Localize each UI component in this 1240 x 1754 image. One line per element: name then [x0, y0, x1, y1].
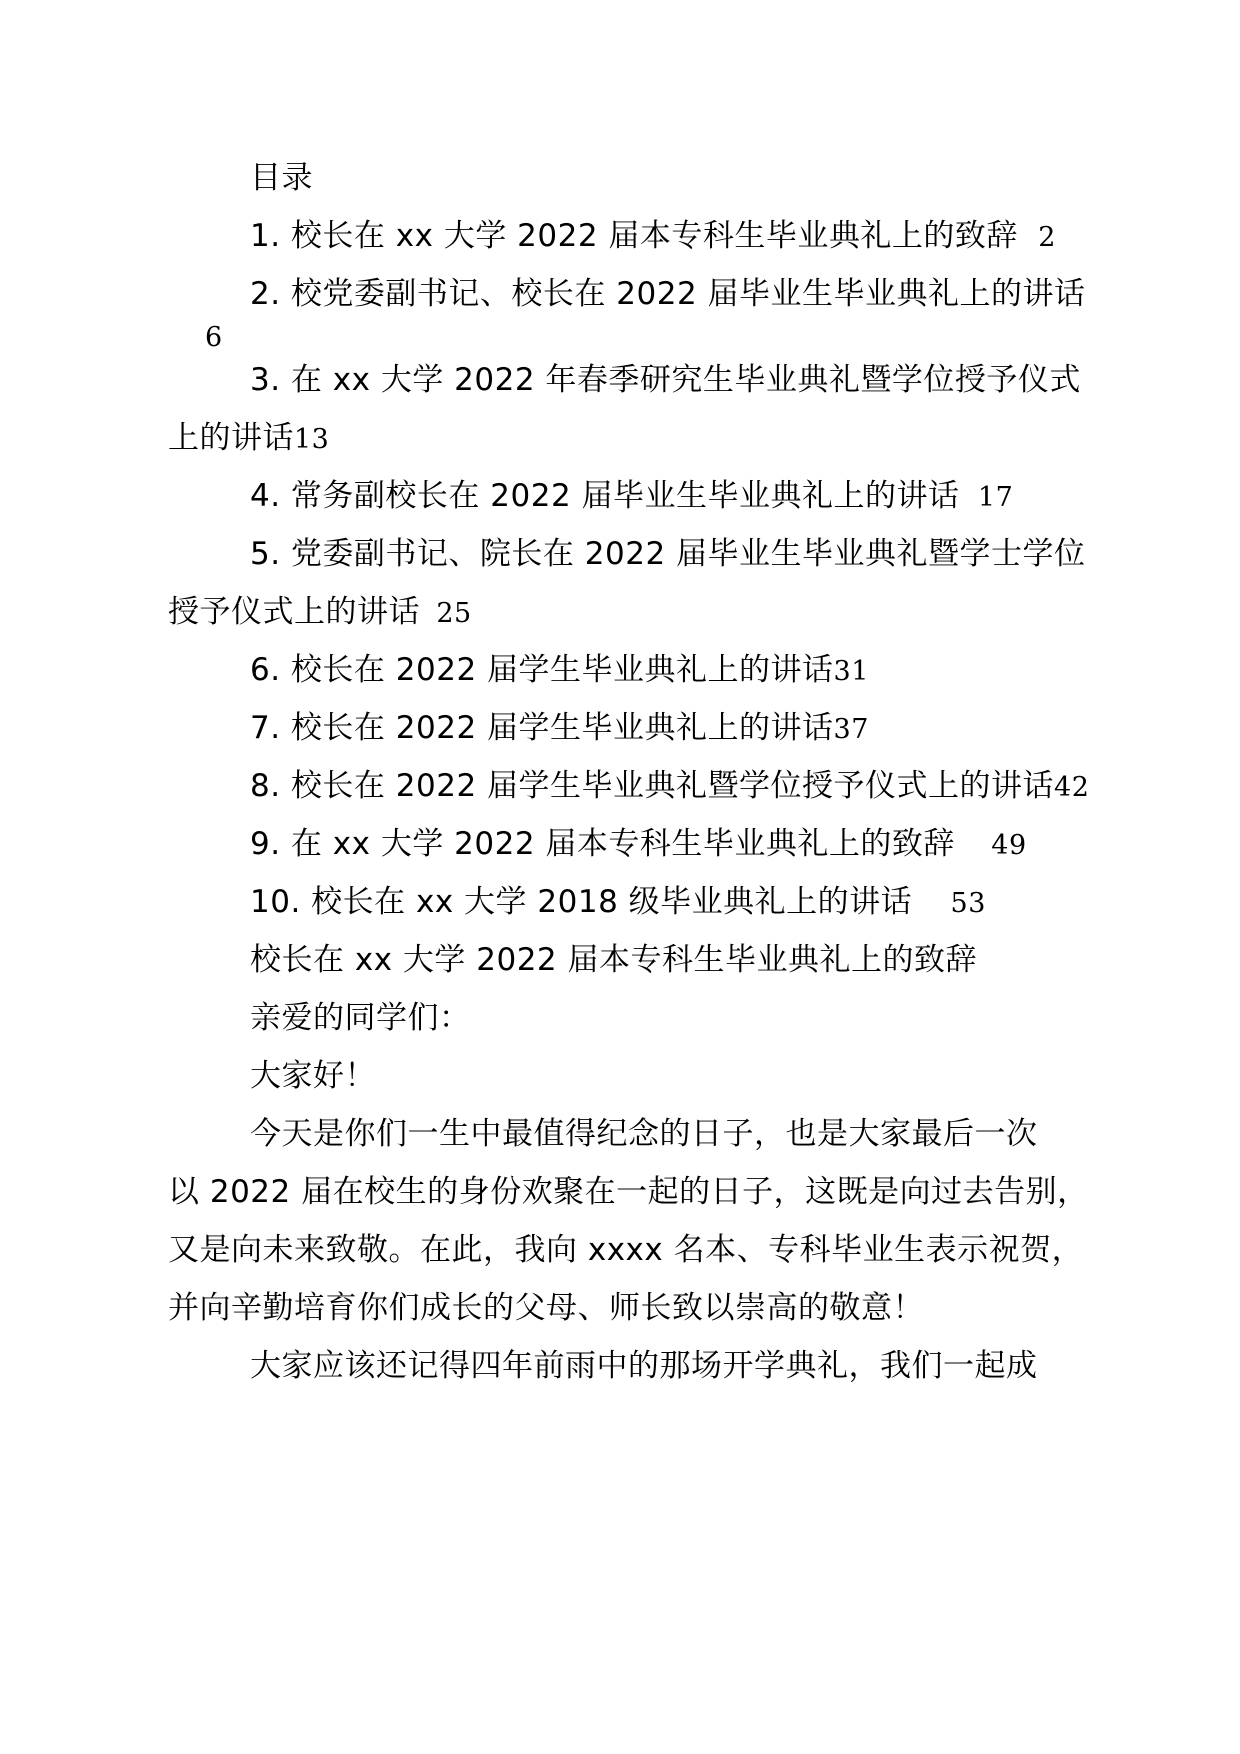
toc-item-10 [250, 882, 986, 924]
toc-item-page: 31 [833, 656, 869, 687]
toc-item-page: 25 [436, 598, 472, 629]
toc-item-6 [250, 650, 869, 692]
toc-item-label: 4. 常务副校长在 2022 届毕业生毕业典礼上的讲话 [250, 478, 960, 514]
paragraph-line: 今天是你们一生中最值得纪念的日子，也是大家最后一次 [250, 1116, 1038, 1152]
toc-item-label: 3. 在 xx 大学 2022 年春季研究生毕业典礼暨学位授予仪式 [250, 362, 1081, 398]
toc-item-page: 37 [833, 714, 869, 745]
toc-item-page: 42 [1054, 772, 1090, 803]
toc-item-label: 8. 校长在 2022 届学生毕业典礼暨学位授予仪式上的讲话 [250, 768, 1055, 804]
paragraph-line: 又是向未来致敬。在此，我向 xxxx 名本、专科毕业生表示祝贺， [168, 1232, 1084, 1268]
speech-salutation: 亲爱的同学们： [250, 1000, 471, 1036]
paragraph-line: 大家应该还记得四年前雨中的那场开学典礼，我们一起成 [250, 1348, 1038, 1384]
toc-item-page: 53 [950, 888, 986, 919]
toc-title: 目录 [250, 160, 313, 196]
toc-item-page: 6 [205, 322, 223, 353]
toc-item-3 [250, 360, 1081, 400]
toc-item-label: 10. 校长在 xx 大学 2018 级毕业典礼上的讲话 [250, 884, 913, 920]
toc-item-5 [250, 534, 1086, 574]
speech-title: 校长在 xx 大学 2022 届本专科生毕业典礼上的致辞 [250, 942, 977, 978]
toc-item-3-continuation [168, 418, 329, 460]
toc-item-label: 5. 党委副书记、院长在 2022 届毕业生毕业典礼暨学士学位 [250, 536, 1086, 572]
toc-item-label: 1. 校长在 xx 大学 2022 届本专科生毕业典礼上的致辞 [250, 218, 1018, 254]
toc-item-label: 2. 校党委副书记、校长在 2022 届毕业生毕业典礼上的讲话 [250, 276, 1086, 312]
speech-greeting: 大家好！ [250, 1058, 376, 1094]
toc-item-8 [250, 766, 1089, 808]
toc-item-page: 17 [977, 482, 1014, 513]
toc-item-label: 6. 校长在 2022 届学生毕业典礼上的讲话 [250, 652, 834, 688]
toc-item-label: 7. 校长在 2022 届学生毕业典礼上的讲话 [250, 710, 834, 746]
toc-item-9 [250, 824, 1027, 866]
toc-item-label: 上的讲话 [168, 420, 294, 456]
toc-item-2 [250, 274, 1086, 314]
toc-item-2-continuation [205, 316, 223, 358]
toc-item-5-continuation [168, 592, 472, 634]
toc-item-label: 9. 在 xx 大学 2022 届本专科生毕业典礼上的致辞 [250, 826, 955, 862]
paragraph-line: 并向辛勤培育你们成长的父母、师长致以崇高的敬意！ [168, 1290, 924, 1326]
toc-item-page: 13 [294, 424, 330, 455]
toc-item-1 [250, 216, 1056, 258]
toc-item-7 [250, 708, 869, 750]
toc-item-page: 2 [1038, 222, 1056, 253]
toc-item-label: 授予仪式上的讲话 [168, 594, 420, 630]
toc-item-4 [250, 476, 1013, 518]
toc-item-page: 49 [991, 830, 1027, 861]
paragraph-line: 以 2022 届在校生的身份欢聚在一起的日子，这既是向过去告别， [168, 1174, 1089, 1210]
